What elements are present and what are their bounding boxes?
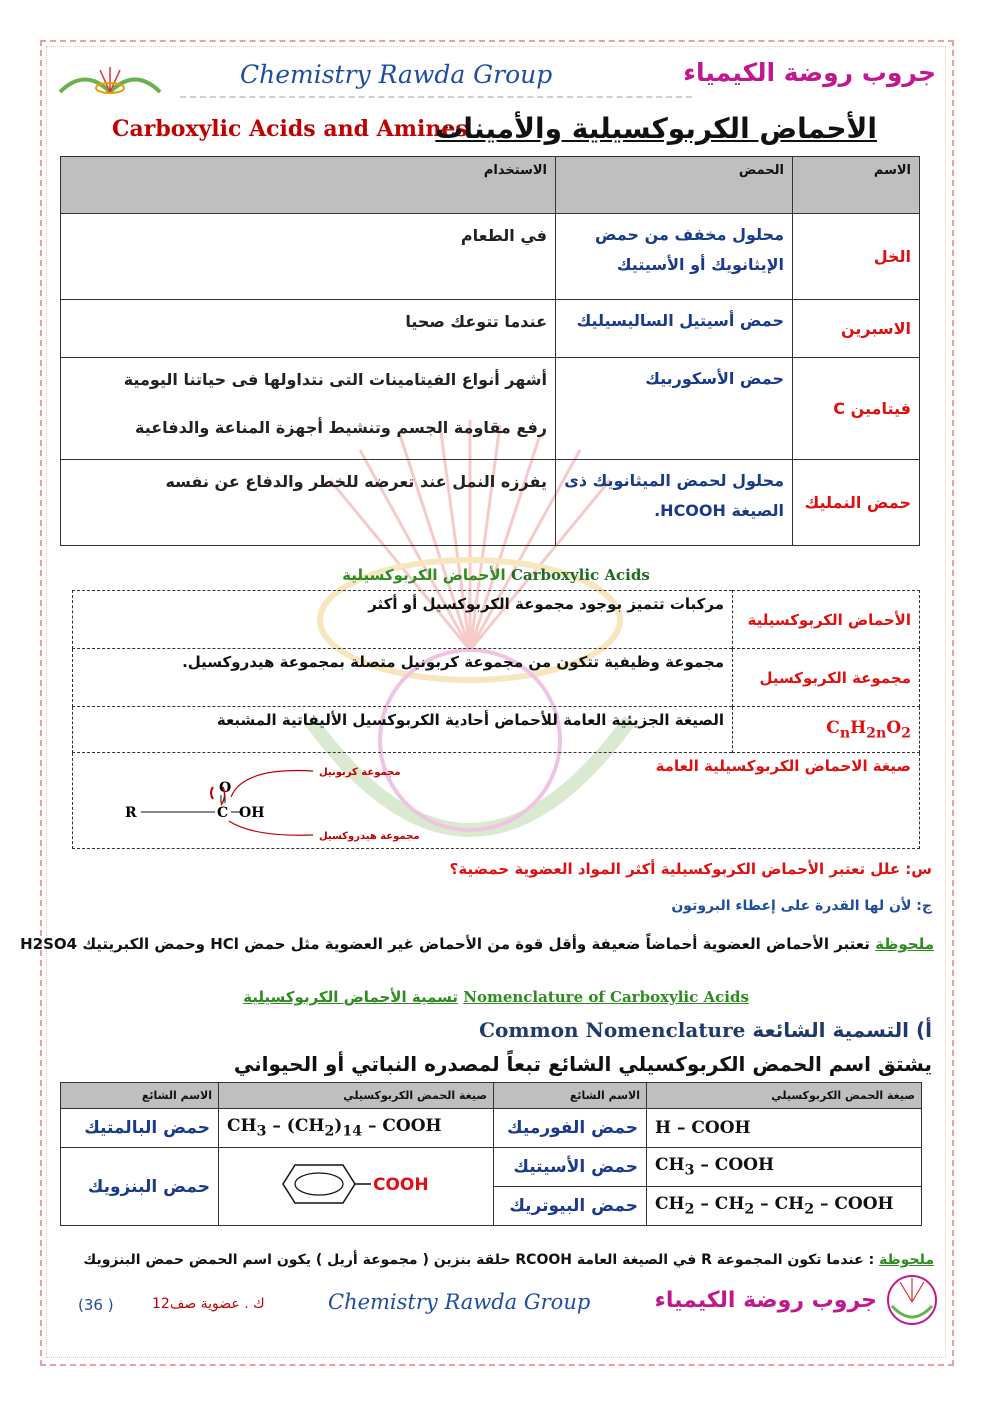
- def-key: $C_nH_{2n}O_2$: [733, 707, 920, 753]
- nomenclature-title: [0, 988, 992, 1006]
- row-use-line2: رفع مقاومة الجسم وتنشيط أجهزة المناعة والدفاعية: [135, 418, 547, 437]
- header-common-name: الاسم الشائع: [494, 1083, 647, 1109]
- question-text: س: علل تعتبر الأحماض الكربوكسيلية أكثر المواد العضوية حمضية؟: [449, 860, 932, 878]
- table-row: [61, 460, 920, 546]
- header-formula: صيغة الحمض الكربوكسيلي: [219, 1083, 494, 1109]
- header-group-en: Chemistry Rawda Group: [240, 60, 553, 89]
- table-row: [73, 707, 920, 753]
- carboxylic-section-title: [0, 566, 992, 584]
- table-row: [61, 358, 920, 460]
- section-title-ar: الأحماض الكربوكسيلية: [342, 566, 506, 584]
- header-group-ar: جروب روضة الكيمياء: [683, 58, 936, 87]
- formula-cell: $CH_3 - (CH_2)_{14}$ – COOH: [219, 1109, 494, 1148]
- common-nomenclature-desc: يشتق اسم الحمض الكربوكسيلي الشائع تبعاً لمصدره النباتي أو الحيواني: [233, 1052, 932, 1076]
- nomenclature-title-en: Nomenclature of Carboxylic Acids: [463, 988, 749, 1006]
- table-row: [61, 1148, 922, 1187]
- uses-table: [60, 156, 920, 546]
- definitions-table: [72, 590, 920, 849]
- observation-text: تعتبر الأحماض العضوية أحماضاً ضعيفة وأقل قوة من الأحماض غير العضوية مثل حمض HCl وحمض الكبريتيك H2SO4: [20, 935, 870, 953]
- name-cell: حمض الأسيتيك: [494, 1148, 647, 1187]
- benzene-ring-icon: [271, 1159, 441, 1209]
- observation-2: [83, 1252, 934, 1268]
- table-row: [61, 214, 920, 300]
- observation-text: : عندما تكون المجموعة R في الصيغة العامة RCOOH حلقة بنزين ( مجموعة أريل ) يكون اسم الحمض حمض البنزويك: [83, 1252, 875, 1268]
- table-header-row: [61, 1083, 922, 1109]
- footer-subject: ك . عضوية صف12: [152, 1296, 265, 1312]
- general-formula-cell: [73, 753, 920, 849]
- table-header-row: [61, 157, 920, 214]
- table-row: [73, 753, 920, 849]
- formula-c: C: [217, 805, 229, 821]
- row-name: الاسبرين: [793, 300, 920, 358]
- row-acid: محلول لحمض الميثانويك ذى الصيغة HCOOH.: [556, 460, 793, 546]
- footer-group-en: Chemistry Rawda Group: [328, 1290, 591, 1314]
- row-acid: حمض الأسكوربيك: [556, 358, 793, 460]
- row-name: الخل: [793, 214, 920, 300]
- header-acid: الحمض: [556, 157, 793, 214]
- footer-group-ar: جروب روضة الكيمياء: [654, 1288, 877, 1313]
- name-cell: حمض الفورميك: [494, 1109, 647, 1148]
- observation-label: ملحوظة: [879, 1252, 934, 1268]
- table-row: [73, 591, 920, 649]
- def-value: مجموعة وظيفية تتكون من مجموعة كربونيل متصلة بمجموعة هيدروكسيل.: [73, 649, 733, 707]
- name-cell: حمض البنزويك: [61, 1148, 219, 1226]
- footer-logo-icon: [882, 1272, 942, 1328]
- formula-oh: OH: [239, 805, 265, 821]
- def-value: الصيغة الجزيئية العامة للأحماض أحادية الكربوكسيل الأليفاتية المشبعة: [73, 707, 733, 753]
- carboxyl-structure-diagram: [113, 757, 443, 843]
- table-row: [61, 1109, 922, 1148]
- row-acid: محلول مخفف من حمض الإيثانويك أو الأسيتيك: [556, 214, 793, 300]
- name-cell: حمض البالمتيك: [61, 1109, 219, 1148]
- page-title-ar: الأحماض الكربوكسيلية والأمينات: [435, 112, 877, 145]
- page-number: (36 ): [78, 1296, 114, 1314]
- row-use: [61, 358, 556, 460]
- def-key: مجموعة الكربوكسيل: [733, 649, 920, 707]
- nomenclature-table: [60, 1082, 922, 1226]
- row-use-line1: أشهر أنواع الفيتامينات التى نتداولها فى حياتنا اليومية: [123, 370, 547, 389]
- observation-label: ملحوظة: [875, 935, 934, 953]
- table-row: [73, 649, 920, 707]
- row-use: عندما تتوعك صحيا: [61, 300, 556, 358]
- header-divider: [180, 96, 692, 98]
- cooh-label: COOH: [373, 1175, 429, 1195]
- table-row: [61, 300, 920, 358]
- formula-cell: $CH_3$ – COOH: [647, 1148, 922, 1187]
- header-common-name: الاسم الشائع: [61, 1083, 219, 1109]
- formula-o: O: [219, 780, 232, 796]
- common-heading-en: Common Nomenclature: [479, 1018, 746, 1042]
- common-heading-ar: أ) التسمية الشائعة: [752, 1018, 932, 1042]
- formula-cell: $CH_2 - CH_2 - CH_2$ – COOH: [647, 1187, 922, 1226]
- answer-text: ج: لأن لها القدرة على إعطاء البروتون: [671, 898, 932, 914]
- header-use: الاستخدام: [61, 157, 556, 214]
- general-formula-label: صيغة الاحماض الكربوكسيلية العامة: [655, 757, 911, 775]
- row-use: في الطعام: [61, 214, 556, 300]
- row-name: حمض النمليك: [793, 460, 920, 546]
- row-use: يفرزه النمل عند تعرضه للخطر والدفاع عن نفسه: [61, 460, 556, 546]
- carbonyl-label: مجموعة كربونيل: [319, 767, 401, 778]
- header-name: الاسم: [793, 157, 920, 214]
- name-cell: حمض البيوتريك: [494, 1187, 647, 1226]
- observation-1: [20, 935, 934, 953]
- page-title-en: Carboxylic Acids and Amines: [112, 116, 468, 142]
- formula-cell: H – COOH: [647, 1109, 922, 1148]
- row-acid: حمض أسيتيل الساليسيليك: [556, 300, 793, 358]
- header-logo-icon: [55, 62, 165, 98]
- section-title-en: Carboxylic Acids: [510, 566, 650, 584]
- formula-r: R: [125, 805, 137, 821]
- def-key: الأحماض الكربوكسيلية: [733, 591, 920, 649]
- row-name: فيتامين C: [793, 358, 920, 460]
- nomenclature-title-ar: تسمية الأحماض الكربوكسيلية: [243, 988, 459, 1006]
- common-nomenclature-heading: [479, 1018, 932, 1042]
- header-formula: صيغة الحمض الكربوكسيلي: [647, 1083, 922, 1109]
- hydroxyl-label: مجموعة هيدروكسيل: [319, 831, 420, 842]
- benzoic-structure-cell: [219, 1148, 494, 1226]
- def-value: مركبات تتميز بوجود مجموعة الكربوكسيل أو أكثر: [73, 591, 733, 649]
